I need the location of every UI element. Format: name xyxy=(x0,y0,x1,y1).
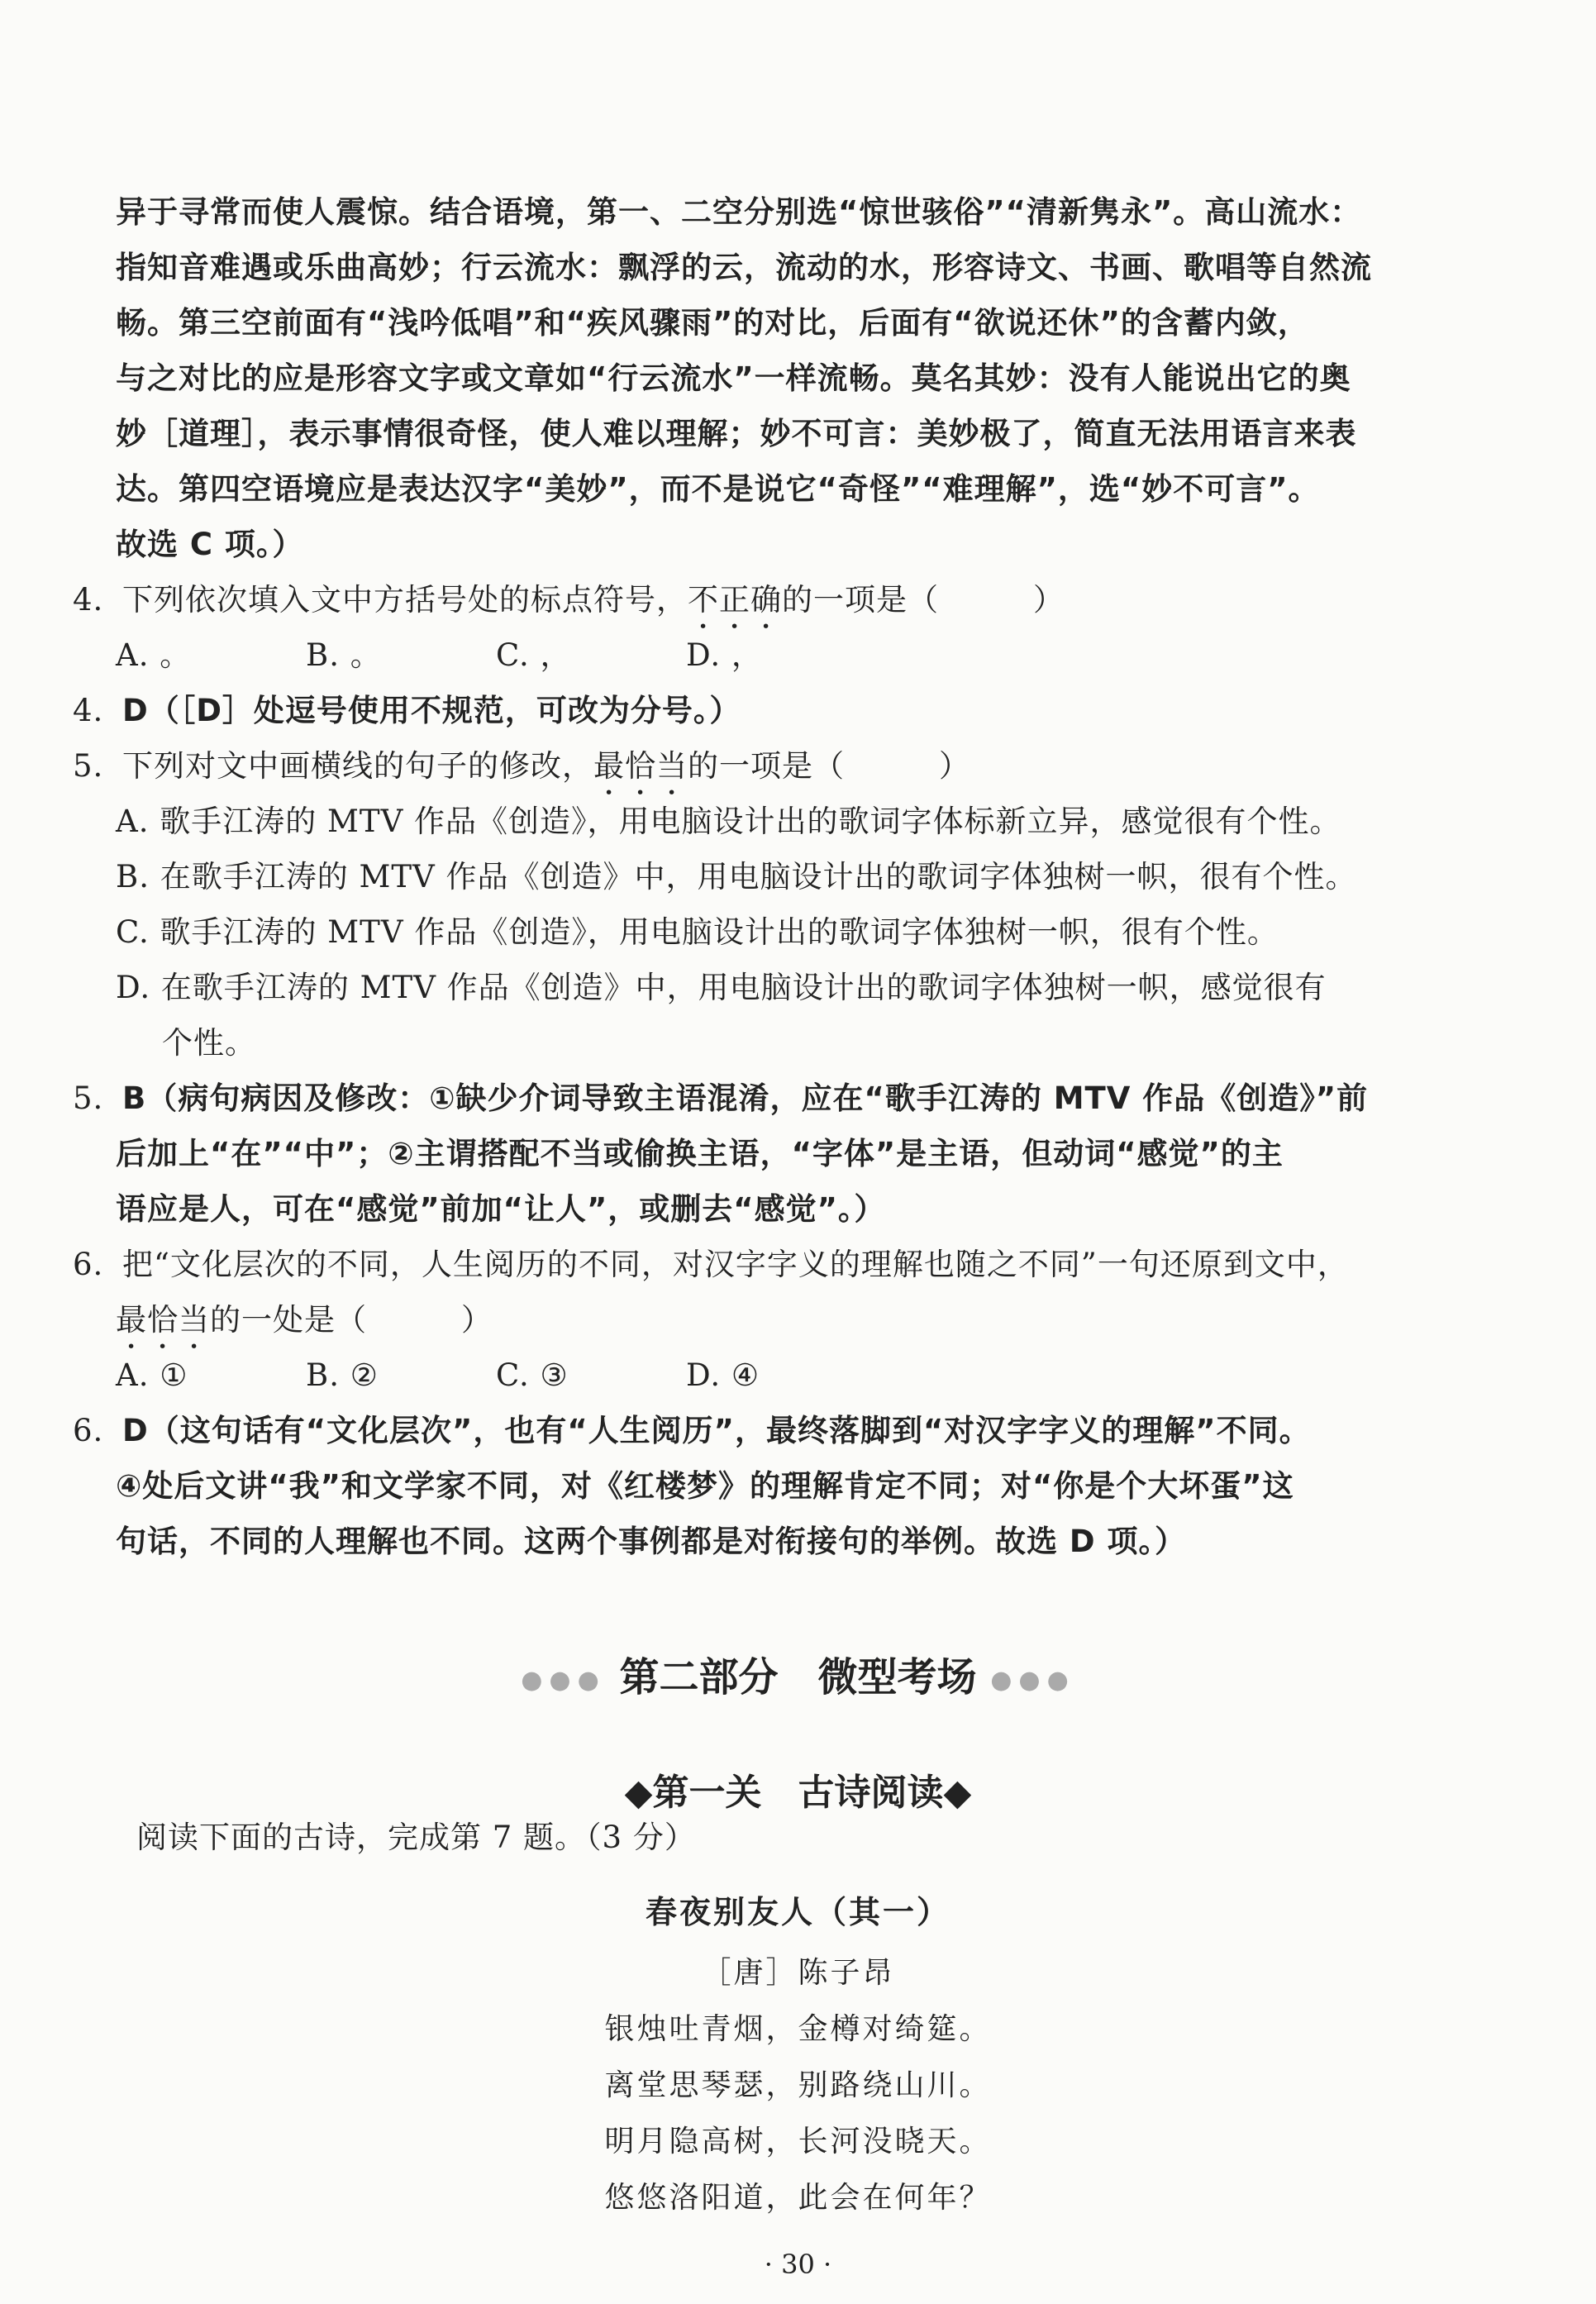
question-text: 的一处是（ ） xyxy=(210,1302,493,1338)
question-4-options xyxy=(116,628,876,683)
answer-6 xyxy=(73,1404,1311,1458)
answer-5 xyxy=(73,1071,1368,1126)
text-line: 妙［道理］，表示事情很奇怪，使人难以理解；妙不可言：美妙极了，简直无法用语言来表 xyxy=(116,416,1357,451)
poem-line: 明月隐高树，长河没晓天。 xyxy=(604,2125,992,2159)
subsection-title: ◆第一关 古诗阅读◆ xyxy=(624,1772,972,1814)
answer-text: D（［D］处逗号使用不规范，可改为分号。） xyxy=(122,693,741,728)
question-text: 把“文化层次的不同，人生阅历的不同，对汉字字义的理解也随之不同”一句还原到文中， xyxy=(122,1247,1349,1282)
section-title-text: 第二部分 微型考场 xyxy=(619,1654,977,1701)
page-number: · 30 · xyxy=(764,2249,832,2280)
answer-text: 语应是人，可在“感觉”前加“让人”，或删去“感觉”。） xyxy=(116,1191,886,1227)
emphasis-text: 最恰当 xyxy=(116,1302,210,1338)
option-d: D. ④ xyxy=(686,1357,760,1393)
answer-text: 后加上“在”“中”；②主谓搭配不当或偷换主语，“字体”是主语，但动词“感觉”的主 xyxy=(116,1136,1284,1171)
option-d: D. 在歌手江涛的 MTV 作品《创造》中，用电脑设计出的歌词字体独树一帜，感觉很有 xyxy=(116,970,1327,1005)
emphasis-text: 最恰当 xyxy=(593,748,688,784)
text-line: 异于寻常而使人震惊。结合语境，第一、二空分别选“惊世骇俗”“清新隽永”。高山流水： xyxy=(116,194,1362,230)
answer-4 xyxy=(73,684,741,738)
question-text: 的一项是（ ） xyxy=(782,582,1065,618)
poem-line: 悠悠洛阳道，此会在何年？ xyxy=(604,2181,992,2215)
instruction: 阅读下面的古诗，完成第 7 题。（3 分） xyxy=(136,1820,696,1855)
question-text: 下列依次填入文中方括号处的标点符号， xyxy=(122,582,688,618)
decorative-dots: ●●● xyxy=(990,1666,1075,1695)
text-line: 与之对比的应是形容文字或文章如“行云流水”一样流畅。莫名其妙：没有人能说出它的奥 xyxy=(116,360,1351,396)
question-number: 6. xyxy=(73,1247,104,1282)
question-text: 下列对文中画横线的句子的修改， xyxy=(122,748,593,784)
poem-author: ［唐］陈子昂 xyxy=(701,1956,895,1990)
answer-number: 6. xyxy=(73,1413,104,1448)
section-title xyxy=(0,1645,1596,1702)
option-a: A. 歌手江涛的 MTV 作品《创造》，用电脑设计出的歌词字体标新立异，感觉很有个性。 xyxy=(116,804,1341,839)
question-5 xyxy=(73,739,970,802)
option-a: A. 。 xyxy=(116,637,192,673)
question-number: 5. xyxy=(73,748,104,784)
answer-text: B（病句病因及修改：①缺少介词导致主语混淆，应在“歌手江涛的 MTV 作品《创造》”前 xyxy=(122,1080,1369,1116)
text-line: 故选 C 项。） xyxy=(116,527,304,562)
text-line: 达。第四空语境应是表达汉字“美妙”，而不是说它“奇怪”“难理解”，选“妙不可言”。 xyxy=(116,471,1320,507)
option-d: D. ， xyxy=(686,637,763,673)
option-c: C. 歌手江涛的 MTV 作品《创造》，用电脑设计出的歌词字体独树一帜，很有个性。 xyxy=(116,914,1279,950)
answer-text: D（这句话有“文化层次”，也有“人生阅历”，最终落脚到“对汉字字义的理解”不同。 xyxy=(122,1413,1311,1448)
option-c: C. ， xyxy=(496,637,572,673)
answer-number: 5. xyxy=(73,1080,104,1116)
answer-number: 4. xyxy=(73,693,104,728)
question-6-cont xyxy=(116,1293,493,1356)
answer-text: ④处后文讲“我”和文学家不同，对《红楼梦》的理解肯定不同；对“你是个大坏蛋”这 xyxy=(116,1468,1294,1504)
text-line: 指知音难遇或乐曲高妙；行云流水：飘浮的云，流动的水，形容诗文、书画、歌唱等自然流 xyxy=(116,250,1372,285)
poem-line: 离堂思琴瑟，别路绕山川。 xyxy=(604,2068,992,2102)
option-a: A. ① xyxy=(116,1357,188,1393)
poem-line: 银烛吐青烟，金樽对绮筵。 xyxy=(604,2012,992,2046)
question-number: 4. xyxy=(73,582,104,618)
option-b: B. ② xyxy=(306,1357,379,1393)
question-6 xyxy=(73,1238,1349,1292)
option-c: C. ③ xyxy=(496,1357,569,1393)
answer-text: 句话，不同的人理解也不同。这两个事例都是对衔接句的举例。故选 D 项。） xyxy=(116,1524,1186,1559)
decorative-dots: ●●● xyxy=(521,1666,606,1695)
poem-title: 春夜别友人（其一） xyxy=(645,1894,950,1930)
option-b: B. 在歌手江涛的 MTV 作品《创造》中，用电脑设计出的歌词字体独树一帜，很有个性。 xyxy=(116,859,1357,894)
question-text: 的一项是（ ） xyxy=(688,748,970,784)
question-4 xyxy=(73,573,1065,636)
text-line: 畅。第三空前面有“浅吟低唱”和“疾风骤雨”的对比，后面有“欲说还休”的含蓄内敛， xyxy=(116,305,1309,341)
question-6-options xyxy=(116,1348,876,1403)
option-b: B. 。 xyxy=(306,637,382,673)
option-d-cont: 个性。 xyxy=(162,1025,256,1061)
emphasis-text: 不正确 xyxy=(688,582,782,618)
